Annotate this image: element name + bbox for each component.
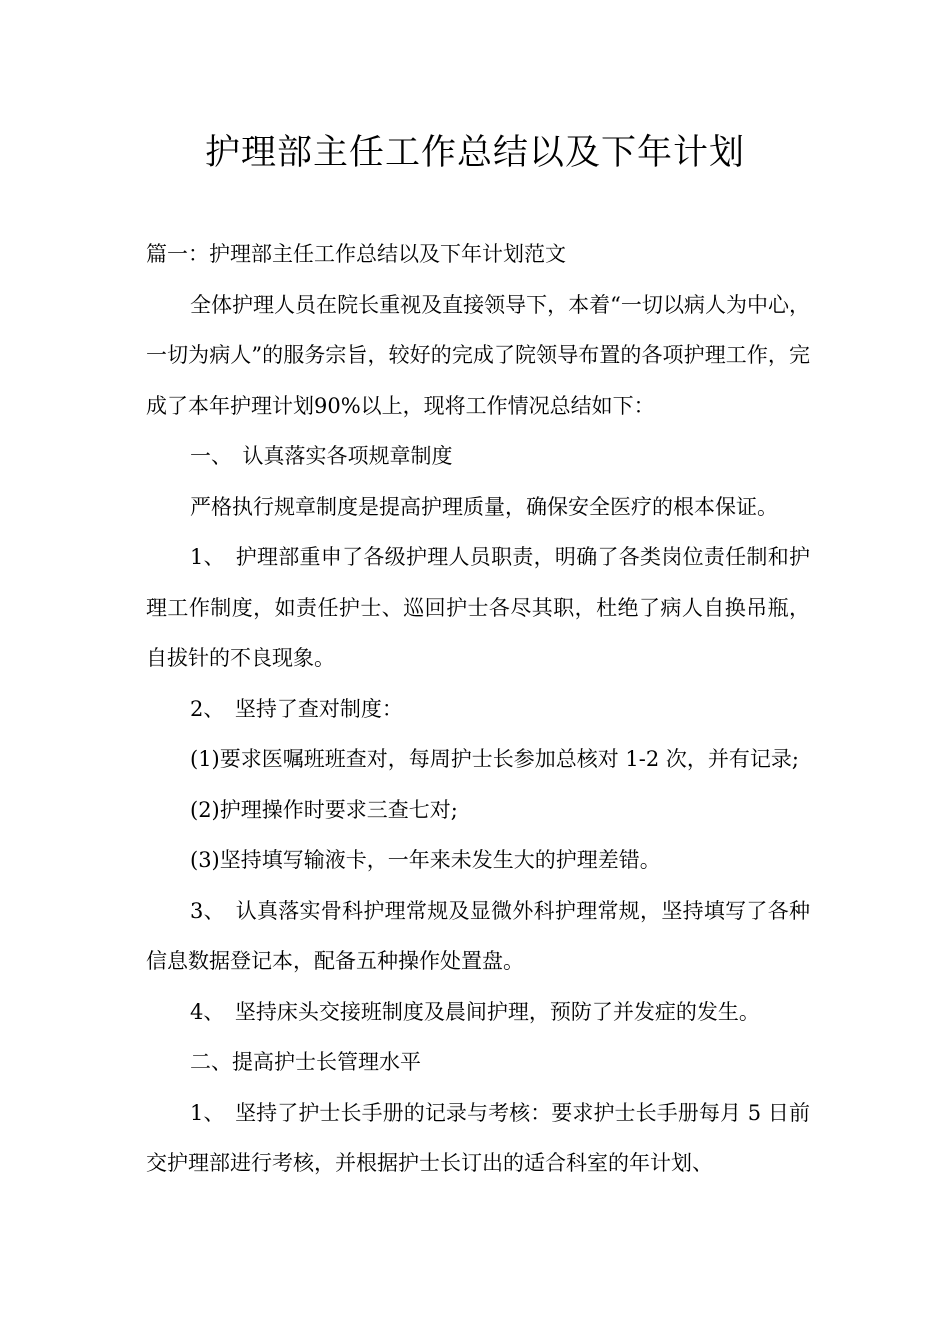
paragraph: 2、 坚持了查对制度： [190, 696, 403, 721]
paragraph: 1、 坚持了护士长手册的记录与考核：要求护士长手册每月 5 日前交护理部进行考核，并根据护士长订出的适合科室的年计划、 [146, 1100, 810, 1175]
paragraph: 4、 坚持床头交接班制度及晨间护理，预防了并发症的发生。 [190, 999, 760, 1024]
document-body [146, 229, 810, 1189]
paragraph: 严格执行规章制度是提高护理质量，确保安全医疗的根本保证。 [190, 494, 778, 519]
paragraph: 一、 认真落实各项规章制度 [190, 444, 453, 468]
paragraph: 1、 护理部重申了各级护理人员职责，明确了各类岗位责任制和护理工作制度，如责任护士、巡回护士各尽其职，杜绝了病人自换吊瓶，自拔针的不良现象。 [146, 545, 810, 670]
paragraph: (1)要求医嘱班班查对，每周护士长参加总核对 1-2 次，并有记录; [190, 747, 799, 771]
paragraph: 3、 认真落实骨科护理常规及显微外科护理常规，坚持填写了各种信息数据登记本，配备五种操作处置盘。 [146, 898, 810, 973]
document-title: 护理部主任工作总结以及下年计划 [204, 133, 745, 173]
section-heading: 篇一：护理部主任工作总结以及下年计划范文 [146, 242, 566, 266]
paragraph: 二、提高护士长管理水平 [190, 1050, 421, 1074]
paragraph: 全体护理人员在院长重视及直接领导下，本着“一切以病人为中心，一切为病人”的服务宗旨，较好的完成了院领导布置的各项护理工作，完成了本年护理计划90%以上，现将工作情况总结如下： [146, 292, 810, 418]
paragraph: (2)护理操作时要求三查七对; [190, 797, 458, 822]
paragraph: (3)坚持填写输液卡，一年来未发生大的护理差错。 [190, 848, 661, 872]
